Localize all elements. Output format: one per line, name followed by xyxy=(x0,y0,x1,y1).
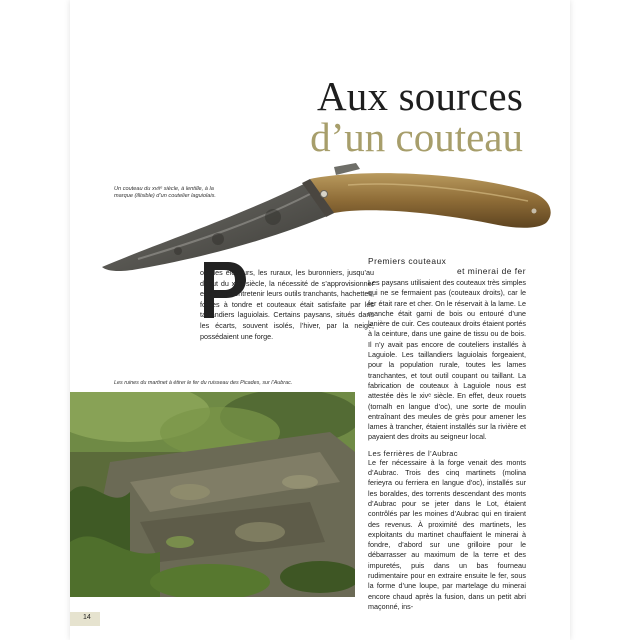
ruins-photo xyxy=(70,392,355,597)
photo-caption: Les ruines du martinet à étirer le fer du ruisseau des Picades, sur l’Aubrac. xyxy=(114,380,293,386)
intro-text: our les éleveurs, les ruraux, les buronniers, jusqu’au début du xixᵉ siècle, la nécessité de s’approvisionner et de faire entretenir leurs outils tranchants, hachettes, forces à tondre et couteaux était satisfaite par les taillandiers laguiolais. Certains paysans, situés dans les écarts, souvent isolés, l’hiver, par la neige, possédaient une forge. xyxy=(200,268,374,341)
page-number: 14 xyxy=(83,614,91,621)
section-heading-line-1: Premiers couteaux xyxy=(368,256,447,266)
drop-cap-letter: P xyxy=(202,262,203,263)
subsection-heading: Les ferrières de l’Aubrac xyxy=(368,448,458,458)
section-body-2: Le fer nécessaire à la forge venait des monts d’Aubrac. Trois des cinq martinets (molina ferieyra ou ferriera en langue d’oc), installés sur les boraldes, des torrents descendant des monts d’Aubrac pour se jeter dans le Lot, étaient contrôlés par les moines d’Aubrac qui en tiraient des revenus. À proximité des martinets, les exploitants du martinet chauffaient le minerai à fondre, d’abord sur une grilloire pour le débarrasser au maximum de la terre et des impuretés, puis dans un bas fourneau rudimentaire pour en extraire ensuite le fer, sous la forme d’une loupe, par martelage du minerai encore chaud après la fusion, dans un petit abri maçonné, ins- xyxy=(368,457,526,611)
right-column xyxy=(368,256,526,612)
section-body-1: Les paysans utilisaient des couteaux très simples qui ne se fermaient pas (couteaux droits), car le fer était rare et cher. On le réservait à la lame. Le manche était garni de bois ou entouré d’une lanière de cuir. Ces couteaux droits étaient portés à la ceinture, dans une gaine de tissu ou de bois. Il n’y avait pas encore de couteliers installés à Laguiole. Les taillandiers laguiolais forgeaient, pour la population rurale, toutes les lames tranchantes, et tout outil coupant ou taillant. La fabrication de couteaux à Laguiole nous est attestée dès le xivᵉ siècle. En effet, deux rouets (tornalh en langue d’oc), une sorte de moulin entraînant des meules de grès pour amener les lames à trancher, étaient installés sur la rivière et payaient des droits au seigneur local. xyxy=(368,278,526,442)
section-heading-line-2: et minerai de fer xyxy=(456,266,526,276)
title-line-1: Aux sources xyxy=(316,73,523,119)
title-line-2: d’un couteau xyxy=(310,114,523,160)
magazine-page xyxy=(70,0,570,640)
page-number-box xyxy=(70,612,100,626)
intro-paragraph xyxy=(200,268,374,342)
knife-caption: Un couteau du xviiᵉ siècle, à lentille, à la marque (illisible) d’un coutelier laguiolais. xyxy=(114,186,216,199)
